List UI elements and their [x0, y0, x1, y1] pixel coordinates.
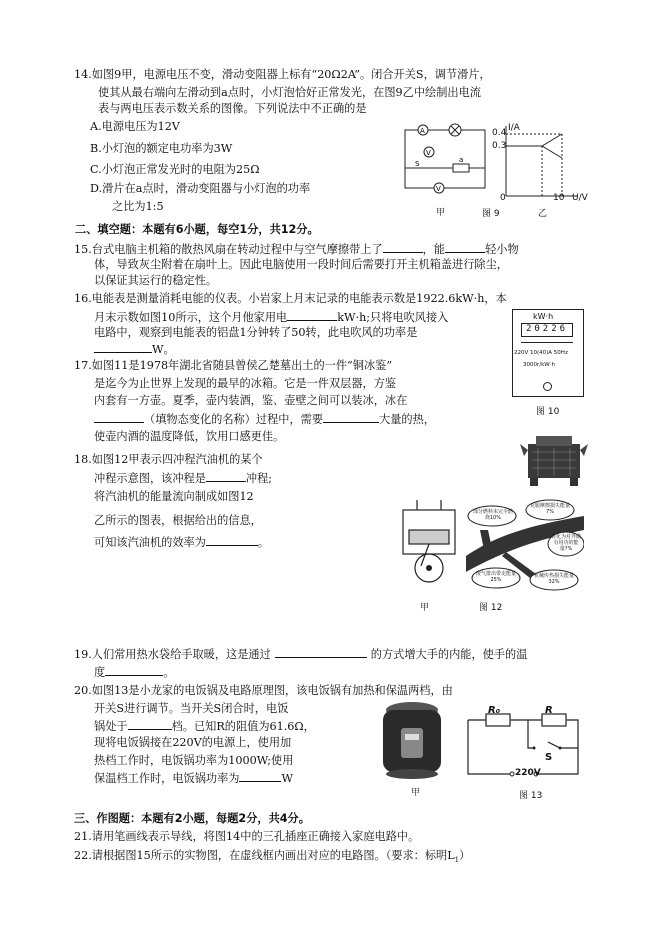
q14-line1: 14.如图9甲，电源电压不变，滑动变阻器上标有“20Ω2A”。闭合开关S，调节滑片， [74, 68, 491, 81]
q20-line1: 20.如图13是小龙家的电饭锅及电路原理图，该电饭锅有加热和保温两档，由 [74, 684, 453, 697]
fig9-y-axis-label: I/A [508, 123, 520, 133]
q14-option-d: D.滑片在a点时，滑动变阻器与小灯泡的功率 [90, 182, 311, 195]
fig9-y-tick-low: 0.3 [492, 141, 507, 151]
circuit-r0-label: R₀ [488, 705, 501, 716]
meter-spec1: 220V 10(40)A 50Hz [514, 350, 568, 356]
meter-spec2: 3000r/kW·h [523, 362, 555, 368]
fig9-y-tick-top: 0.4 [492, 128, 507, 138]
q20-line2: 开关S进行调节。当开关S闭合时，电饭 [94, 702, 289, 715]
fig9-right-label: 乙 [538, 209, 548, 219]
circuit-voltage-label: 220V [515, 768, 541, 778]
section3-heading: 三、作图题：本题有2小题，每题2分，共4分。 [74, 812, 310, 825]
q15-line3: 以保证其运行的稳定性。 [94, 274, 218, 287]
fig12-engine-cylinder-diagram [395, 496, 465, 592]
q15-line1: 15.台式电脑主机箱的散热风扇在转动过程中与空气摩擦带上了 ，能 轻小物 [74, 243, 519, 256]
svg-text:A: A [420, 127, 425, 135]
fig9-x-tick-10: 10 [553, 193, 565, 203]
svg-text:V: V [426, 149, 431, 157]
q16-line1: 16.电能表是测量消耗电能的仪表。小岩家上月末记录的电能表示数是1922.6kW·h，本 [74, 292, 507, 305]
q18-line2: 冲程示意图，该冲程是 冲程; [94, 472, 273, 485]
fig13-rice-cooker-image [375, 700, 449, 784]
q14-line2: 使其从最右端向左滑动到a点时，小灯泡恰好正常发光，在图9乙中绘制出电流 [98, 86, 481, 99]
meter-digits: 20226 [521, 323, 573, 337]
q19-line1: 19.人们常用热水袋给手取暖，这是通过 的方式增大手的内能，使手的温 [74, 648, 528, 661]
q17-line5: 使壶内酒的温度降低，饮用口感更佳。 [94, 430, 285, 443]
q22-text: 22.请根据图15所示的实物图，在虚线框内画出对应的电路图。（要求：标明$L_1$） [74, 849, 471, 865]
q19-line2: 度 。 [94, 666, 175, 679]
fig12-caption: 图 12 [479, 603, 503, 613]
q14-line3: 表与两电压表示数关系的图像。下列说法中不正确的是 [98, 102, 367, 115]
svg-text:V: V [436, 185, 441, 193]
q15-line2: 体，导致灰尘附着在扇叶上。因此电脑使用一段时间后需要打开主机箱盖进行除尘， [94, 258, 508, 271]
fig9-left-label: 甲 [436, 208, 446, 218]
fig13-caption: 图 13 [519, 791, 543, 801]
flow-unburned: 部分燃料未完全燃烧10% [473, 509, 514, 521]
fig11-bronze-vessel-image [518, 430, 590, 492]
fig13-circuit-diagram [460, 704, 588, 778]
svg-text:a: a [459, 156, 464, 164]
fig10-electric-meter [512, 309, 584, 397]
q18-line5: 可知该汽油机的效率为 。 [94, 536, 270, 549]
q17-line3: 内套有一方壶。夏季，壶内装酒，鉴、壶壁之间可以装冰，冰在 [94, 394, 408, 407]
meter-screw-icon [543, 382, 552, 391]
q16-line4: W。 [94, 341, 175, 357]
q14-option-c: C.小灯泡正常发光时的电阻为25Ω [90, 163, 260, 176]
meter-unit: kW·h [533, 312, 554, 321]
flow-heat-transfer: 机械传热损失能量32% [534, 573, 575, 585]
q17-line1: 17.如图11是1978年湖北省随县曾侯乙楚墓出土的一件“铜冰鉴” [74, 359, 393, 372]
fig9-x-axis-label: U/V [572, 193, 588, 203]
flow-friction: 克服摩擦损失能量7% [530, 503, 571, 515]
q16-line3: 电路中，观察到电能表的铝盘1分钟转了50转，此电吹风的功率是 [94, 326, 418, 339]
svg-text:S: S [415, 160, 420, 168]
fig13-left-label: 甲 [411, 788, 421, 798]
fig9-circuit [395, 122, 491, 206]
q16-line2: 月末示数如图10所示，这个月他家用电 kW·h;只将电吹风接入 [94, 311, 449, 324]
flow-exhaust: 废气排出带走能量25% [476, 571, 517, 583]
q18-line3: 将汽油机的能量流向制成如图12 [94, 490, 254, 503]
q21-text: 21.请用笔画线表示导线，将图14中的三孔插座正确接入家庭电路中。 [74, 830, 420, 843]
fig9-caption: 图 9 [482, 209, 500, 219]
q20-line5: 热档工作时，电饭锅功率为1000W;使用 [94, 754, 294, 767]
q18-line4: 乙所示的图表，根据给出的信息， [94, 514, 262, 527]
q14-option-d-cont: 之比为1:5 [112, 200, 164, 213]
q20-line4: 现将电饭锅接在220V的电源上，使用加 [94, 736, 292, 749]
fig12-left-label: 甲 [420, 603, 430, 613]
fig9-x-tick-0: 0 [500, 193, 506, 203]
section2-heading: 二、填空题：本题有6小题，每空1分，共12分。 [75, 223, 319, 236]
q18-line1: 18.如图12甲表示四冲程汽油机的某个 [74, 453, 263, 466]
circuit-r-label: R [545, 705, 553, 716]
fig10-caption: 图 10 [536, 407, 560, 417]
q17-line2: 是迄今为止世界上发现的最早的冰箱。它是一件双层器，方鉴 [94, 377, 397, 390]
flow-useful-work: 转化为对外做有用功的能量?% [550, 534, 581, 552]
circuit-switch-label: S [545, 752, 553, 763]
q20-line3: 锅处于 档。已知R的阻值为61.6Ω， [94, 720, 315, 733]
q17-line4: （填物态变化的名称）过程中，需要 大量的热， [94, 411, 435, 427]
q14-option-a: A.电源电压为12V [90, 120, 180, 133]
q14-option-b: B.小灯泡的额定电功率为3W [90, 142, 233, 155]
q20-line6: 保温档工作时，电饭锅功率为 W [94, 772, 293, 785]
